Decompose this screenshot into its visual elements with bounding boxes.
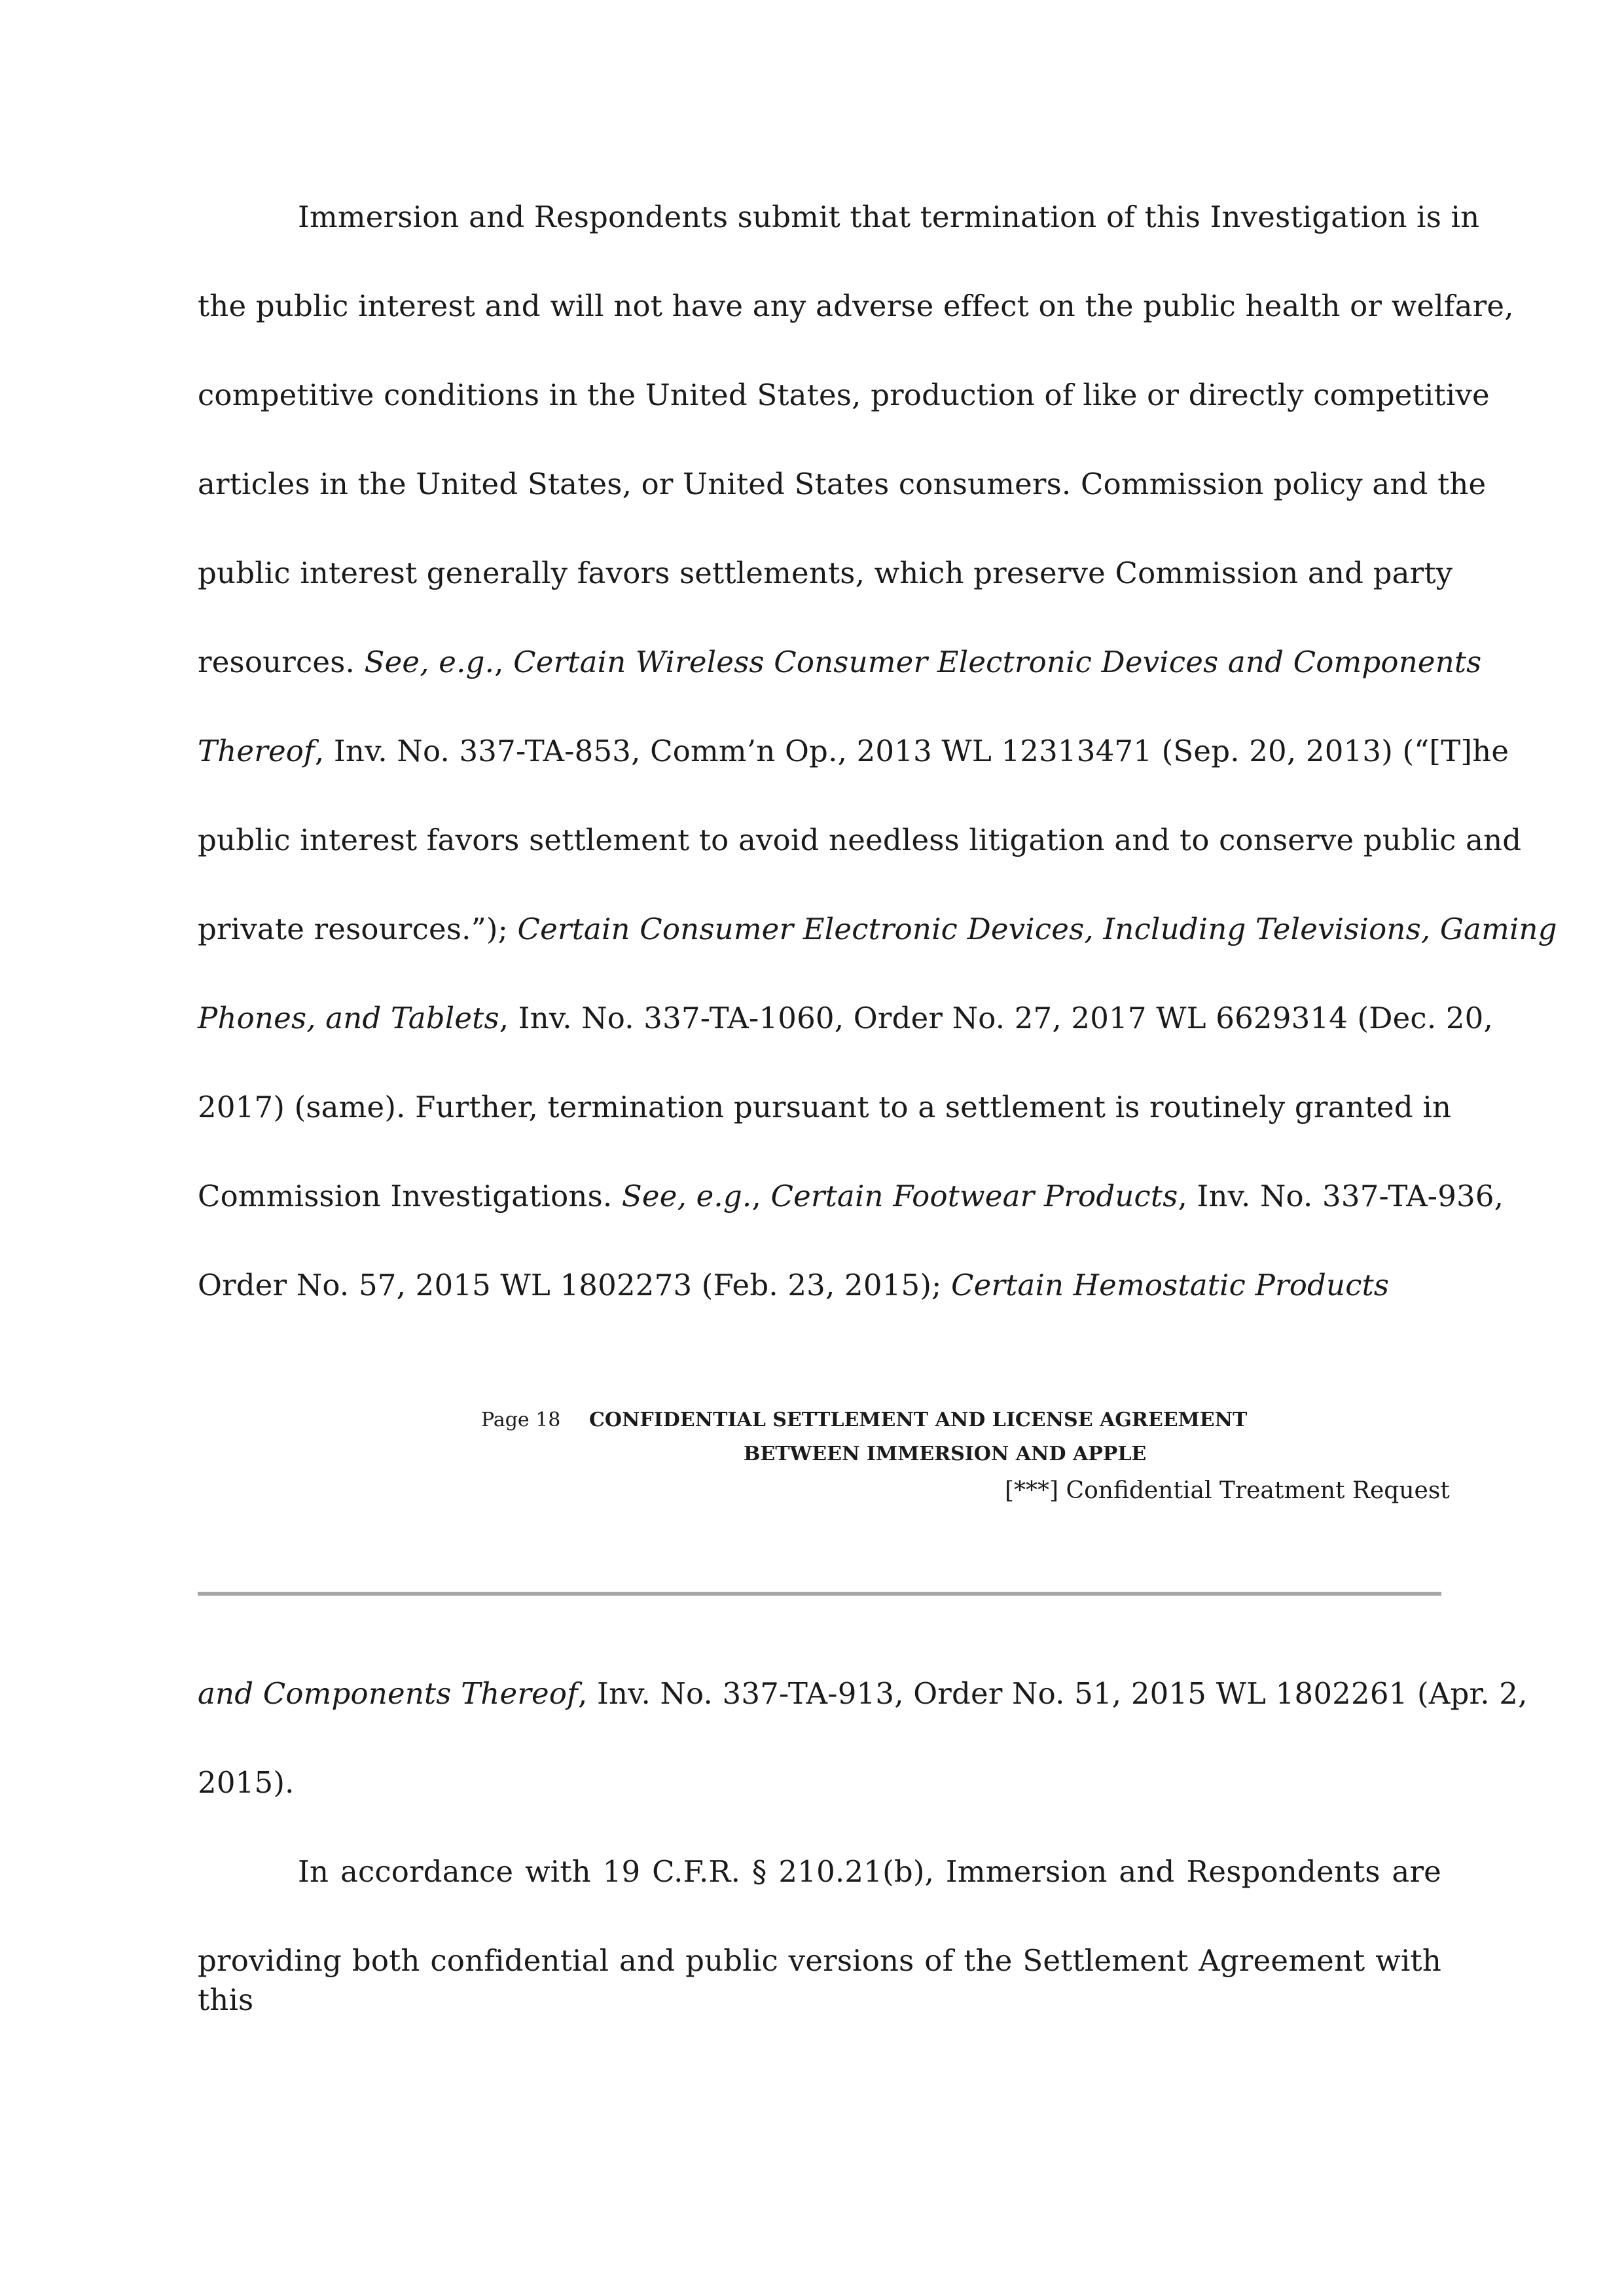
body-line: [198, 1088, 1452, 1127]
body-line: [198, 821, 1522, 860]
line-text: public interest generally favors settlements, which preserve Commission and party: [198, 556, 1453, 590]
footer-title-line-1: CONFIDENTIAL SETTLEMENT AND LICENSE AGREEMENT: [589, 1408, 1248, 1431]
line-text: Order No. 57, 2015 WL 1802273 (Feb. 23, 2015);: [198, 1268, 951, 1302]
body-line: [198, 465, 1487, 504]
line-text: ,: [751, 1179, 771, 1213]
italic-citation-text: and Components Thereof: [198, 1676, 579, 1711]
body-line: [198, 910, 1557, 949]
line-text: resources.: [198, 645, 365, 679]
body-line: [298, 1852, 1441, 1892]
body-line: [198, 1674, 1528, 1713]
body-line: [198, 376, 1490, 415]
line-text: providing both confidential and public versions of the Settlement Agreement with this: [198, 1943, 1441, 2017]
line-text: , Inv. No. 337-TA-913, Order No. 51, 2015 WL 1802261 (Apr. 2,: [578, 1676, 1528, 1711]
italic-citation-text: Thereof: [198, 734, 315, 768]
line-text: articles in the United States, or United States consumers. Commission policy and the: [198, 467, 1487, 501]
body-line: [198, 643, 1482, 682]
line-text: , Inv. No. 337-TA-936,: [1178, 1179, 1504, 1213]
italic-citation-text: Certain Consumer Electronic Devices, Including Televisions, Gaming: [517, 912, 1557, 946]
italic-citation-text: Phones, and Tablets: [198, 1001, 499, 1035]
line-text: public interest favors settlement to avoid needless litigation and to conserve public and: [198, 823, 1522, 857]
line-text: Immersion and Respondents submit that termination of this Investigation is in: [298, 200, 1480, 234]
body-line: [198, 1941, 1441, 2020]
line-text: competitive conditions in the United States, production of like or directly competitive: [198, 378, 1490, 412]
body-line: [198, 732, 1509, 771]
body-line: [198, 287, 1514, 326]
body-line: [198, 554, 1453, 593]
line-text: private resources.”);: [198, 912, 518, 946]
page-break-divider: [198, 1592, 1441, 1596]
italic-citation-text: Certain Wireless Consumer Electronic Devices and Components: [513, 645, 1482, 679]
italic-citation-text: Certain Footwear Products: [770, 1179, 1178, 1213]
italic-citation-text: See, e.g.: [364, 645, 495, 679]
body-line: [198, 1763, 1441, 1803]
italic-citation-text: See, e.g.: [621, 1179, 752, 1213]
line-text: , Inv. No. 337-TA-853, Comm’n Op., 2013 WL 12313471 (Sep. 20, 2013) (“[T]he: [314, 734, 1509, 768]
page-number: Page 18: [481, 1408, 561, 1431]
line-text: 2017) (same). Further, termination pursuant to a settlement is routinely granted in: [198, 1090, 1452, 1124]
line-text: Commission Investigations.: [198, 1179, 622, 1213]
body-line: [198, 1266, 1441, 1305]
line-text: In accordance with 19 C.F.R. § 210.21(b), Immersion and Respondents are: [298, 1854, 1441, 1889]
line-text: the public interest and will not have any adverse effect on the public health or welfare,: [198, 289, 1514, 323]
body-line: [198, 999, 1494, 1038]
italic-citation-text: Certain Hemostatic Products: [950, 1268, 1390, 1302]
body-line: [198, 1177, 1504, 1216]
confidential-treatment-note: [***] Confidential Treatment Request: [1005, 1477, 1450, 1504]
line-text: 2015).: [198, 1765, 295, 1800]
line-text: , Inv. No. 337-TA-1060, Order No. 27, 2017 WL 6629314 (Dec. 20,: [499, 1001, 1494, 1035]
line-text: ,: [494, 645, 514, 679]
footer-title-line-2: BETWEEN IMMERSION AND APPLE: [744, 1443, 1147, 1465]
body-line: [298, 198, 1480, 237]
